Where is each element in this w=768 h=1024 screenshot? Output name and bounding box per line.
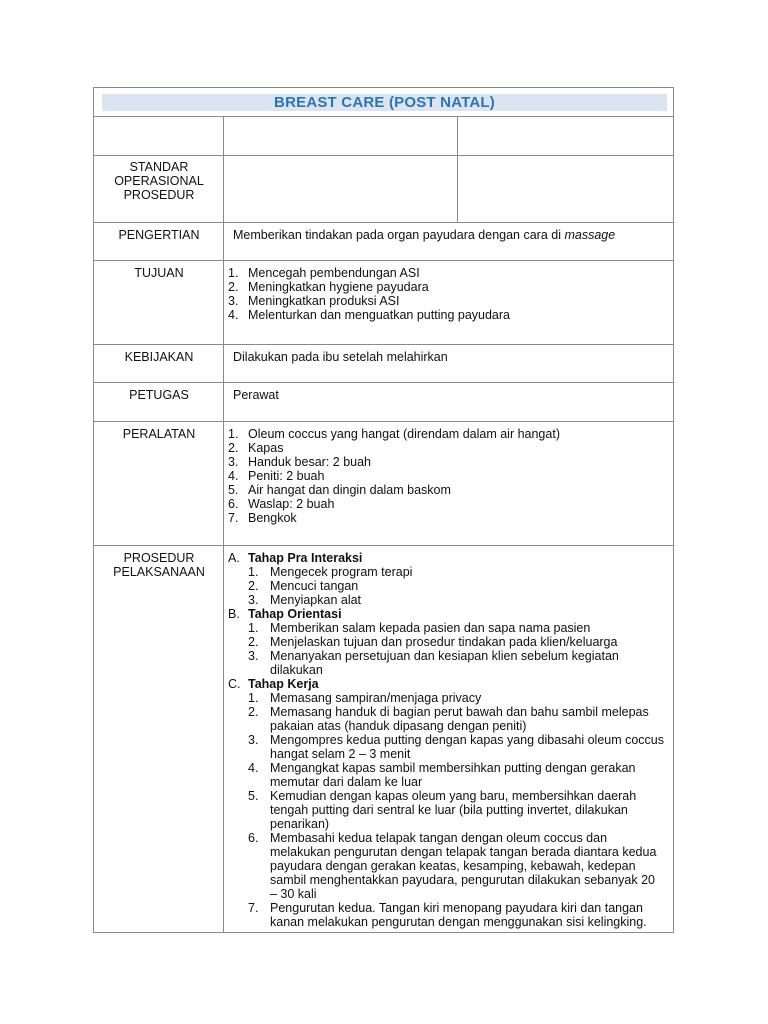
prosedur-label: PROSEDUR PELAKSANAAN xyxy=(113,551,205,579)
row-divider xyxy=(94,116,673,117)
list-item: 5. Kemudian dengan kapas oleum yang baru, membersihkan daerah tengah putting dari sentral ke luar (bila putting invertet, dilakukan penarikan) xyxy=(248,789,637,831)
list-item: 3. Handuk besar: 2 buah xyxy=(228,455,372,469)
kebijakan-text: Dilakukan pada ibu setelah melahirkan xyxy=(233,350,448,364)
list-item: 2. Memasang handuk di bagian perut bawah dan bahu sambil melepas pakaian atas (handuk dipasang dengan peniti) xyxy=(248,705,649,733)
kebijakan-label: KEBIJAKAN xyxy=(124,350,194,364)
peralatan-label: PERALATAN xyxy=(122,427,196,441)
row-divider xyxy=(94,222,673,223)
list-item: 1. Memberikan salam kepada pasien dan sapa nama pasien xyxy=(248,621,591,635)
pengertian-text-italic: massage xyxy=(564,228,616,242)
column-divider xyxy=(457,116,458,222)
list-item: 1. Mengecek program terapi xyxy=(248,565,413,579)
sop-label: STANDAR OPERASIONAL PROSEDUR xyxy=(114,160,204,202)
list-item: 6. Waslap: 2 buah xyxy=(228,497,335,511)
list-item: 7. Bengkok xyxy=(228,511,297,525)
row-divider xyxy=(94,260,673,261)
row-divider xyxy=(94,545,673,546)
list-item: 2. Menjelaskan tujuan dan prosedur tindakan pada klien/keluarga xyxy=(248,635,618,649)
row-divider xyxy=(94,382,673,383)
list-item: 7. Pengurutan kedua. Tangan kiri menopang payudara kiri dan tangan kanan melakukan pengurutan dengan menggunakan sisi kelingking. xyxy=(248,901,647,929)
list-item: 1. Mencegah pembendungan ASI xyxy=(228,266,420,280)
section-heading: B. Tahap Orientasi xyxy=(228,607,342,621)
list-item: 3. Menanyakan persetujuan dan kesiapan klien sebelum kegiatan dilakukan xyxy=(248,649,619,677)
pengertian-label: PENGERTIAN xyxy=(118,228,200,242)
list-item: 3. Mengompres kedua putting dengan kapas yang dibasahi oleum coccus hangat selam 2 – 3 menit xyxy=(248,733,665,761)
sop-table xyxy=(93,87,674,933)
page-title: BREAST CARE (POST NATAL) xyxy=(102,94,667,111)
list-item: 4. Melenturkan dan menguatkan putting payudara xyxy=(228,308,510,322)
list-item: 1. Oleum coccus yang hangat (direndam dalam air hangat) xyxy=(228,427,560,441)
list-item: 2. Kapas xyxy=(228,441,284,455)
tujuan-label: TUJUAN xyxy=(134,266,184,280)
list-item: 6. Membasahi kedua telapak tangan dengan oleum coccus dan melakukan pengurutan dengan telapak tangan berada diantara kedua payudara dengan gerakan keatas, kesamping, kebawah, kedepan sambil menghentakkan payudara, pengurutan dilakukan sebanyak 20 – 30 kali xyxy=(248,831,657,901)
column-divider xyxy=(223,116,224,932)
list-item: 3. Meningkatkan produksi ASI xyxy=(228,294,400,308)
prosedur-list xyxy=(228,551,664,929)
petugas-text: Perawat xyxy=(233,388,279,402)
list-item: 2. Mencuci tangan xyxy=(248,579,359,593)
row-divider xyxy=(94,155,673,156)
section-heading: A. Tahap Pra Interaksi xyxy=(228,551,363,565)
list-item: 1. Memasang sampiran/menjaga privacy xyxy=(248,691,482,705)
list-item: 5. Air hangat dan dingin dalam baskom xyxy=(228,483,451,497)
petugas-label: PETUGAS xyxy=(129,388,189,402)
list-item: 2. Meningkatkan hygiene payudara xyxy=(228,280,429,294)
row-divider xyxy=(94,344,673,345)
section-heading: C. Tahap Kerja xyxy=(228,677,319,691)
list-item: 4. Peniti: 2 buah xyxy=(228,469,325,483)
peralatan-list xyxy=(228,427,663,525)
row-divider xyxy=(94,421,673,422)
pengertian-text-regular: Memberikan tindakan pada organ payudara dengan cara di xyxy=(233,228,565,242)
list-item: 3. Menyiapkan alat xyxy=(248,593,362,607)
tujuan-list xyxy=(228,266,663,322)
list-item: 4. Mengangkat kapas sambil membersihkan putting dengan gerakan memutar dari dalam ke luar xyxy=(248,761,636,789)
pengertian-text xyxy=(233,228,663,242)
